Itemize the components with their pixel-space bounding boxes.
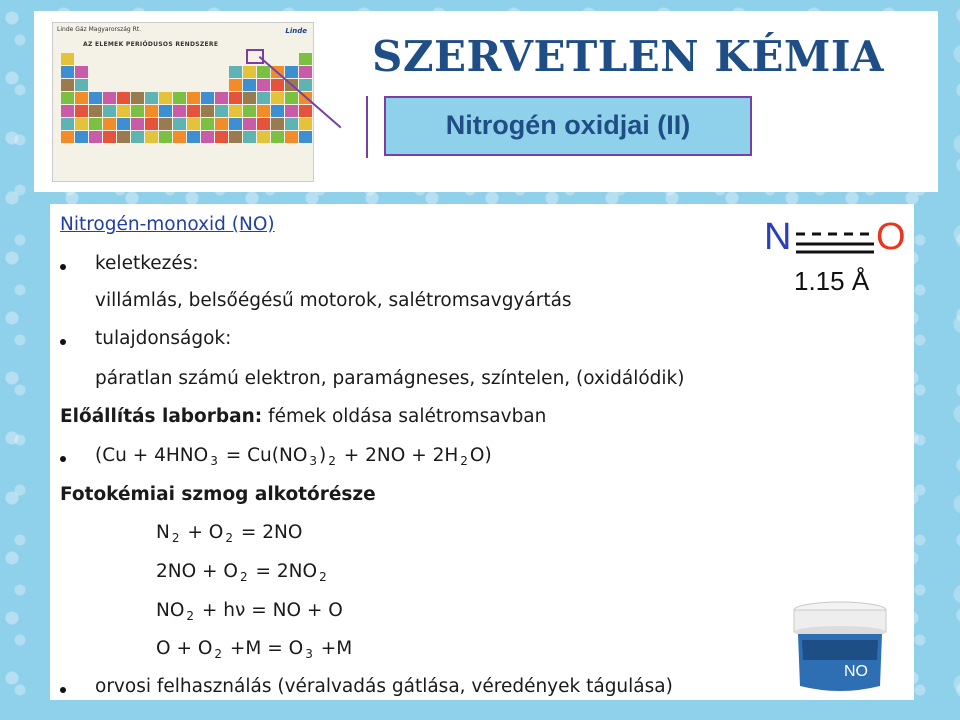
smog-heading: Fotokémiai szmog alkotórésze xyxy=(60,484,376,505)
element-cell xyxy=(131,92,144,104)
element-cell xyxy=(215,105,228,117)
element-cell xyxy=(89,131,102,143)
element-cell xyxy=(243,79,256,91)
element-cell xyxy=(271,79,284,91)
element-cell xyxy=(173,66,186,78)
element-cell xyxy=(187,92,200,104)
element-cell xyxy=(75,53,88,65)
equation-3: NO $_2$ + hν = NO + O xyxy=(156,600,343,623)
element-cell xyxy=(145,131,158,143)
element-cell xyxy=(215,66,228,78)
element-cell xyxy=(61,79,74,91)
element-cell xyxy=(243,92,256,104)
element-cell xyxy=(159,131,172,143)
element-cell xyxy=(75,105,88,117)
element-cell xyxy=(173,79,186,91)
bullet-medical: orvosi felhasználás (véralvadás gátlása, véredények tágulása) xyxy=(95,676,673,697)
element-cell xyxy=(285,66,298,78)
bullet-dot xyxy=(60,687,66,693)
element-cell xyxy=(117,66,130,78)
element-cell xyxy=(271,118,284,130)
element-cell xyxy=(215,92,228,104)
equation-4: O + O $_2$ +M = O $_3$ +M xyxy=(156,638,353,661)
element-cell xyxy=(271,92,284,104)
element-cell xyxy=(257,105,270,117)
element-cell xyxy=(89,66,102,78)
element-cell xyxy=(243,131,256,143)
element-cell xyxy=(173,53,186,65)
subtitle-box xyxy=(384,96,752,156)
element-cell xyxy=(117,105,130,117)
no-supplement-jar-image xyxy=(788,600,892,694)
element-cell xyxy=(61,118,74,130)
subtitle: Nitrogén oxidjai (II) xyxy=(445,110,691,140)
bullet-origin: keletkezés: xyxy=(95,253,199,274)
element-cell xyxy=(117,131,130,143)
element-cell xyxy=(159,53,172,65)
element-cell xyxy=(187,66,200,78)
properties-detail: páratlan számú elektron, paramágneses, színtelen, (oxidálódik) xyxy=(95,368,685,389)
element-cell xyxy=(173,105,186,117)
element-cell xyxy=(131,53,144,65)
element-cell xyxy=(89,92,102,104)
element-cell xyxy=(243,105,256,117)
element-cell xyxy=(299,131,312,143)
element-cell xyxy=(159,92,172,104)
element-cell xyxy=(61,105,74,117)
element-cell xyxy=(285,118,298,130)
element-cell xyxy=(201,118,214,130)
element-cell xyxy=(117,79,130,91)
element-cell xyxy=(229,118,242,130)
element-cell xyxy=(187,105,200,117)
element-cell xyxy=(299,53,312,65)
element-cell xyxy=(201,92,214,104)
element-cell xyxy=(215,118,228,130)
element-cell xyxy=(89,105,102,117)
element-cell xyxy=(215,53,228,65)
element-cell xyxy=(103,105,116,117)
element-cell xyxy=(159,105,172,117)
element-cell xyxy=(201,66,214,78)
element-cell xyxy=(257,66,270,78)
element-cell xyxy=(257,131,270,143)
no-molecule-diagram xyxy=(764,212,914,302)
oxygen-atom: O xyxy=(876,216,906,258)
element-cell xyxy=(285,53,298,65)
element-cell xyxy=(187,53,200,65)
element-cell xyxy=(75,131,88,143)
element-cell xyxy=(103,131,116,143)
element-cell xyxy=(299,105,312,117)
origin-detail: villámlás, belsőégésű motorok, salétromsavgyártás xyxy=(95,290,572,311)
element-cell xyxy=(299,118,312,130)
element-cell xyxy=(75,79,88,91)
element-cell xyxy=(187,131,200,143)
element-cell xyxy=(131,79,144,91)
lab-prep-line xyxy=(60,406,546,427)
element-cell xyxy=(89,79,102,91)
element-cell xyxy=(173,131,186,143)
element-cell xyxy=(61,92,74,104)
element-cell xyxy=(145,118,158,130)
equation-2: 2NO + O $_2$ = 2NO $_2$ xyxy=(156,561,327,584)
element-cell xyxy=(103,118,116,130)
element-cell xyxy=(229,131,242,143)
element-cell xyxy=(145,79,158,91)
element-grid xyxy=(61,53,312,143)
element-cell xyxy=(299,79,312,91)
element-cell xyxy=(61,53,74,65)
bond-length: 1.15 Å xyxy=(794,266,870,296)
lab-label: Előállítás laborban: xyxy=(60,406,263,427)
element-cell xyxy=(285,131,298,143)
linde-logo: Linde xyxy=(285,27,307,35)
element-cell xyxy=(89,53,102,65)
element-cell xyxy=(145,92,158,104)
equation-1: N $_2$ + O $_2$ = 2NO xyxy=(156,522,303,545)
element-cell xyxy=(117,92,130,104)
page-title: SZERVETLEN KÉMIA xyxy=(372,32,885,81)
element-cell xyxy=(103,79,116,91)
element-cell xyxy=(159,66,172,78)
element-cell xyxy=(145,105,158,117)
element-cell xyxy=(75,118,88,130)
element-cell xyxy=(215,131,228,143)
element-cell xyxy=(131,118,144,130)
nitrogen-atom: N xyxy=(764,216,792,258)
element-cell xyxy=(103,92,116,104)
element-cell xyxy=(201,131,214,143)
element-cell xyxy=(243,118,256,130)
element-cell xyxy=(201,79,214,91)
element-cell xyxy=(257,79,270,91)
element-cell xyxy=(145,66,158,78)
element-cell xyxy=(75,92,88,104)
bullet-properties: tulajdonságok: xyxy=(95,328,232,349)
element-cell xyxy=(103,66,116,78)
element-cell xyxy=(229,66,242,78)
element-cell xyxy=(201,105,214,117)
ptable-title: AZ ELEMEK PERIÓDUSOS RENDSZERE xyxy=(83,41,219,48)
element-cell xyxy=(173,92,186,104)
element-cell xyxy=(229,92,242,104)
element-cell xyxy=(159,79,172,91)
element-cell xyxy=(271,131,284,143)
element-cell xyxy=(173,118,186,130)
bullet-dot xyxy=(60,339,66,345)
periodic-table-image xyxy=(52,22,314,182)
element-cell xyxy=(75,66,88,78)
element-cell xyxy=(229,79,242,91)
element-cell xyxy=(257,118,270,130)
element-cell xyxy=(285,105,298,117)
element-cell xyxy=(187,79,200,91)
element-cell xyxy=(103,53,116,65)
lab-text: fémek oldása salétromsavban xyxy=(262,406,547,427)
element-cell xyxy=(117,53,130,65)
element-cell xyxy=(285,92,298,104)
jar-label: NO xyxy=(844,663,868,680)
bullet-dot xyxy=(60,264,66,270)
element-cell xyxy=(229,105,242,117)
element-cell xyxy=(271,105,284,117)
element-cell xyxy=(61,131,74,143)
element-cell xyxy=(299,66,312,78)
element-cell xyxy=(215,79,228,91)
element-cell xyxy=(117,118,130,130)
element-cell xyxy=(271,53,284,65)
element-cell xyxy=(257,92,270,104)
element-cell xyxy=(187,118,200,130)
ptable-publisher: Linde Gáz Magyarország Rt. xyxy=(57,26,142,33)
section-heading: Nitrogén-monoxid (NO) xyxy=(60,214,275,235)
callout-bracket xyxy=(366,96,368,158)
element-cell xyxy=(89,118,102,130)
element-cell xyxy=(201,53,214,65)
element-cell xyxy=(159,118,172,130)
equation-lab: (Cu + 4HNO $_3$ = Cu(NO $_3$ ) $_2$ + 2NO + 2H $_2$ O) xyxy=(95,445,492,468)
element-cell xyxy=(229,53,242,65)
element-cell xyxy=(243,66,256,78)
triple-bond xyxy=(794,220,876,260)
element-cell xyxy=(61,66,74,78)
element-cell xyxy=(131,105,144,117)
element-cell xyxy=(131,66,144,78)
element-cell xyxy=(145,53,158,65)
bullet-dot xyxy=(60,456,66,462)
element-cell xyxy=(131,131,144,143)
